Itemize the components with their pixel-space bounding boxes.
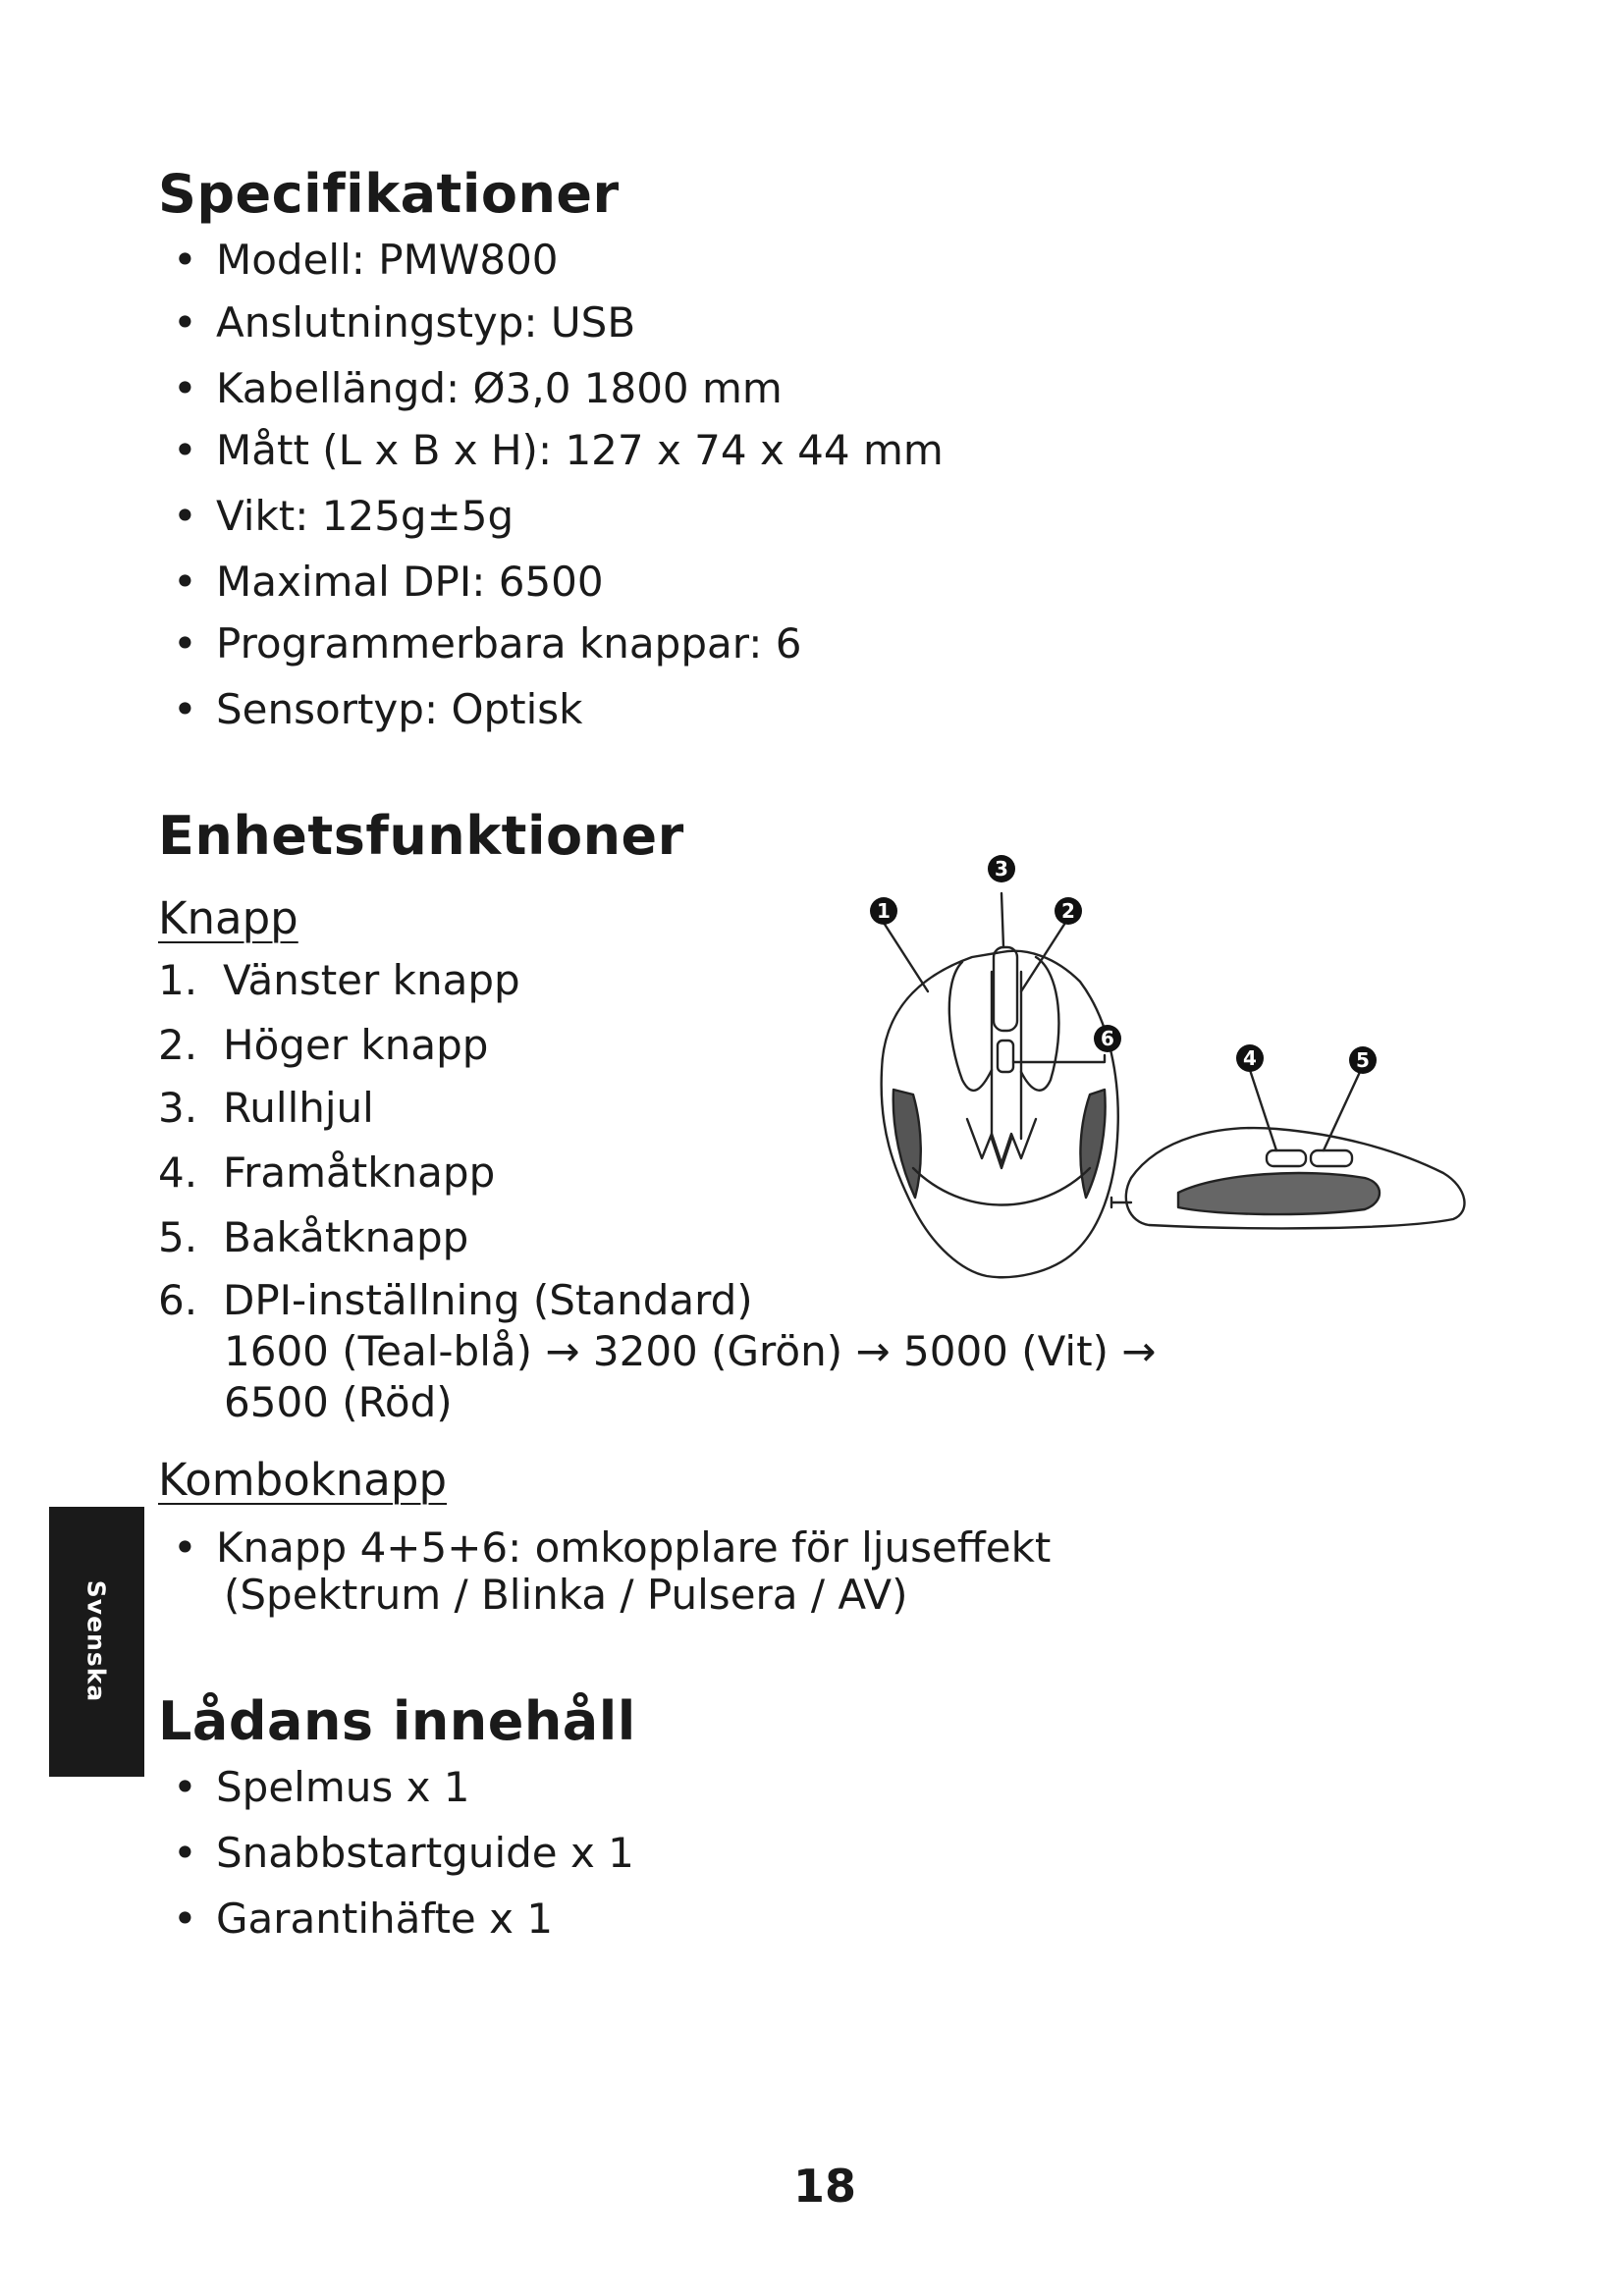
list-item: • Maximal DPI: 6500 — [169, 558, 604, 606]
list-item: • Knapp 4+5+6: omkopplare för ljuseffekt — [169, 1523, 1051, 1572]
callout-2-label: 2 — [1061, 899, 1075, 923]
left-grip — [893, 1090, 921, 1198]
side-grip — [1178, 1173, 1380, 1214]
list-item: 6. DPI-inställning (Standard) — [158, 1276, 753, 1324]
dpi-button — [998, 1041, 1013, 1072]
left-button-outline — [949, 962, 992, 1091]
dpi-sequence-line1: 1600 (Teal-blå) → 3200 (Grön) → 5000 (Vit) → — [224, 1327, 1157, 1375]
palm-line — [913, 1168, 1090, 1205]
list-item: • Mått (L x B x H): 127 x 74 x 44 mm — [169, 426, 944, 474]
combo-line2: (Spektrum / Blinka / Pulsera / AV) — [224, 1571, 908, 1619]
callout-3-label: 3 — [995, 857, 1008, 881]
list-item: 1. Vänster knapp — [158, 956, 520, 1004]
dpi-sequence-line2: 6500 (Röd) — [224, 1378, 453, 1426]
list-item: • Vikt: 125g±5g — [169, 492, 514, 540]
callout-line-2 — [1021, 923, 1065, 991]
callout-1-label: 1 — [877, 899, 891, 923]
callout-line-4 — [1250, 1070, 1276, 1150]
features-heading: Enhetsfunktioner — [158, 805, 684, 867]
callout-line-3 — [1001, 893, 1003, 947]
right-button-outline — [1021, 957, 1058, 1091]
callout-6-label: 6 — [1101, 1027, 1114, 1050]
list-item: 4. Framåtknapp — [158, 1148, 496, 1197]
list-item: • Programmerbara knappar: 6 — [169, 619, 801, 667]
list-item: • Spelmus x 1 — [169, 1763, 470, 1811]
box-contents-heading: Lådans innehåll — [158, 1690, 636, 1752]
forward-button — [1267, 1150, 1306, 1166]
list-item: 5. Bakåtknapp — [158, 1213, 469, 1261]
back-button — [1311, 1150, 1352, 1166]
scroll-wheel — [994, 947, 1017, 1031]
predator-logo — [967, 1119, 1036, 1168]
callout-line-6 — [1013, 1055, 1105, 1062]
combo-subheading: Komboknapp — [158, 1454, 448, 1506]
callout-line-1 — [884, 923, 928, 991]
language-tab-label: Svenska — [81, 1579, 111, 1703]
list-item: • Sensortyp: Optisk — [169, 685, 583, 733]
button-subheading: Knapp — [158, 892, 298, 944]
list-item: 2. Höger knapp — [158, 1021, 489, 1069]
list-item: • Kabellängd: Ø3,0 1800 mm — [169, 364, 783, 412]
callout-4-label: 4 — [1243, 1046, 1257, 1070]
list-item: • Modell: PMW800 — [169, 236, 559, 284]
list-item: • Anslutningstyp: USB — [169, 298, 635, 347]
right-grip — [1080, 1090, 1105, 1198]
list-item: • Snabbstartguide x 1 — [169, 1829, 634, 1877]
callout-5-label: 5 — [1356, 1048, 1370, 1072]
list-item: 3. Rullhjul — [158, 1084, 374, 1132]
list-item: • Garantihäfte x 1 — [169, 1895, 553, 1943]
specs-heading: Specifikationer — [158, 163, 620, 225]
mouse-diagram — [854, 844, 1492, 1286]
page-number: 18 — [792, 2160, 856, 2213]
